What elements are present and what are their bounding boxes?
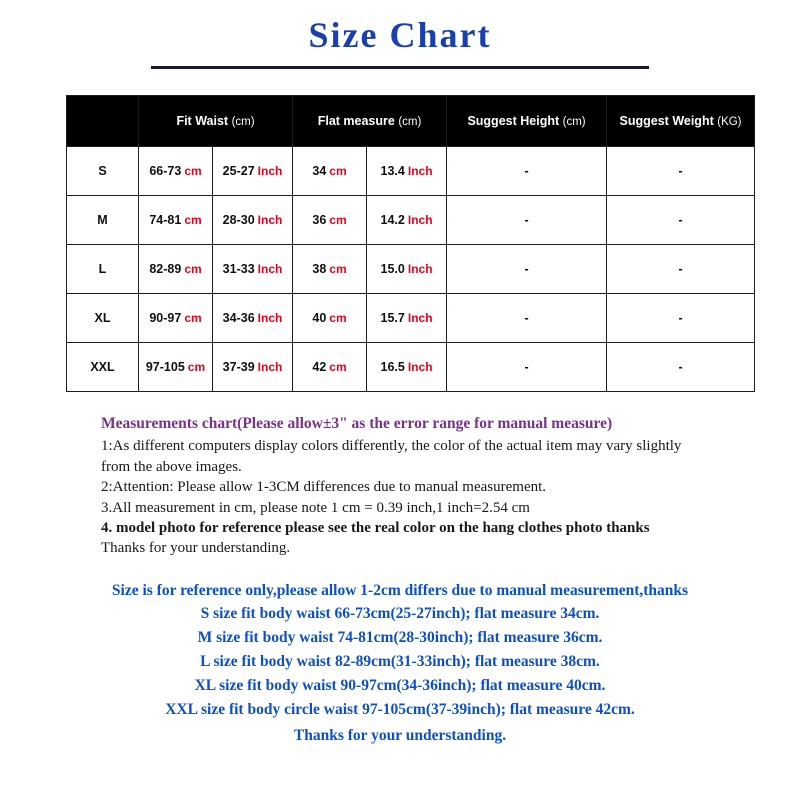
table-row [67,196,755,245]
cell-flat-inch-unit: Inch [407,213,433,227]
cell-flat-inch-value: 16.5 [380,360,405,374]
cell-waist-cm-value: 66-73 [149,164,182,178]
cell-waist-cm [139,294,213,343]
cell-flat-cm-value: 36 [312,213,327,227]
cell-flat-cm [293,196,367,245]
cell-suggest-height: - [447,294,607,343]
cell-suggest-height: - [447,196,607,245]
summary-section [5,579,795,745]
header-flat-measure [293,96,447,147]
cell-flat-inch [367,343,447,392]
table-row [67,245,755,294]
header-size [67,96,139,147]
notes-line-5: Thanks for your understanding. [101,540,291,557]
cell-flat-cm-unit: cm [329,262,347,276]
cell-flat-cm-value: 42 [312,360,327,374]
cell-flat-cm-unit: cm [329,311,347,325]
cell-waist-cm-unit: cm [184,213,202,227]
cell-waist-cm-value: 82-89 [149,262,182,276]
size-table-container [66,95,742,392]
summary-footer: Thanks for your understanding. [293,727,507,745]
cell-flat-inch-value: 15.0 [380,262,405,276]
cell-flat-cm [293,343,367,392]
cell-suggest-weight: - [607,343,755,392]
header-flat-measure-unit: (cm) [398,116,422,128]
cell-size: M [67,196,139,245]
header-fit-waist-unit: (cm) [231,116,255,128]
cell-flat-cm-unit: cm [329,360,347,374]
cell-flat-cm [293,147,367,196]
cell-flat-inch [367,196,447,245]
summary-size-l: L size fit body waist 82-89cm(31-33inch); flat measure 38cm. [200,653,600,671]
cell-suggest-weight: - [607,147,755,196]
table-body [67,147,755,392]
cell-flat-cm-value: 40 [312,311,327,325]
cell-waist-inch [213,294,293,343]
cell-flat-inch [367,147,447,196]
cell-waist-inch-unit: Inch [257,360,283,374]
cell-flat-cm-unit: cm [329,164,347,178]
header-suggest-weight-unit: (KG) [717,116,742,128]
summary-size-s: S size fit body waist 66-73cm(25-27inch); flat measure 34cm. [200,605,600,623]
cell-waist-cm-unit: cm [187,360,206,374]
cell-waist-cm [139,343,213,392]
notes-line-4: 4. model photo for reference please see the real color on the hang clothes photo thanks [101,520,650,537]
cell-waist-inch [213,343,293,392]
header-suggest-height-label: Suggest Height [467,114,560,128]
cell-flat-inch-value: 13.4 [380,164,405,178]
cell-size: XXL [67,343,139,392]
cell-flat-cm-unit: cm [329,213,347,227]
cell-waist-inch-value: 28-30 [222,213,255,227]
page-title: Size Chart [308,15,492,55]
header-suggest-height [447,96,607,147]
cell-waist-inch [213,196,293,245]
summary-size-m: M size fit body waist 74-81cm(28-30inch); flat measure 36cm. [197,629,603,647]
cell-waist-cm-unit: cm [184,311,202,325]
table-head [67,96,755,147]
cell-size: S [67,147,139,196]
notes-section [99,414,701,559]
table-row [67,343,755,392]
notes-line-3: 3.All measurement in cm, please note 1 cm = 0.39 inch,1 inch=2.54 cm [101,499,530,516]
title-section [0,0,800,69]
cell-waist-cm [139,147,213,196]
cell-waist-inch-unit: Inch [257,262,283,276]
header-suggest-height-unit: (cm) [562,116,586,128]
cell-waist-cm-unit: cm [184,164,202,178]
cell-waist-inch-unit: Inch [257,213,283,227]
cell-size: L [67,245,139,294]
header-suggest-weight [607,96,755,147]
cell-flat-inch [367,294,447,343]
cell-flat-cm [293,294,367,343]
notes-line-2: 2:Attention: Please allow 1-3CM differences due to manual measurement. [101,479,547,496]
cell-waist-cm-value: 90-97 [149,311,182,325]
table-row [67,147,755,196]
cell-waist-cm-value: 74-81 [149,213,182,227]
summary-size-xl: XL size fit body waist 90-97cm(34-36inch); flat measure 40cm. [194,677,606,695]
cell-suggest-weight: - [607,294,755,343]
summary-headline: Size is for reference only,please allow 1-2cm differs due to manual measurement,thanks [111,581,689,599]
cell-waist-inch-unit: Inch [257,311,283,325]
cell-waist-inch [213,245,293,294]
cell-flat-inch-unit: Inch [407,311,433,325]
summary-size-xxl: XXL size fit body circle waist 97-105cm(37-39inch); flat measure 42cm. [165,701,635,719]
cell-waist-cm-unit: cm [184,262,202,276]
cell-waist-inch-value: 37-39 [222,360,255,374]
cell-suggest-height: - [447,245,607,294]
header-suggest-weight-label: Suggest Weight [619,114,714,128]
cell-suggest-height: - [447,343,607,392]
cell-flat-inch [367,245,447,294]
cell-waist-cm [139,196,213,245]
cell-waist-cm-value: 97-105 [145,360,185,374]
cell-flat-inch-value: 14.2 [380,213,405,227]
header-fit-waist [139,96,293,147]
table-row [67,294,755,343]
cell-size: XL [67,294,139,343]
cell-waist-inch-value: 31-33 [222,262,255,276]
cell-flat-inch-unit: Inch [407,360,433,374]
cell-waist-inch-unit: Inch [257,164,283,178]
size-table [66,95,755,392]
notes-lead: Measurements chart(Please allow±3" as the error range for manual measure) [101,415,613,432]
cell-waist-cm [139,245,213,294]
header-fit-waist-label: Fit Waist [176,114,229,128]
cell-flat-inch-unit: Inch [407,164,433,178]
cell-flat-cm-value: 38 [312,262,327,276]
header-flat-measure-label: Flat measure [317,114,395,128]
cell-flat-cm-value: 34 [312,164,327,178]
cell-suggest-height: - [447,147,607,196]
cell-flat-inch-unit: Inch [407,262,433,276]
title-divider [151,66,649,69]
cell-flat-cm [293,245,367,294]
notes-line-1: 1:As different computers display colors differently, the color of the actual item may vary slightly from the above images. [101,438,682,475]
cell-suggest-weight: - [607,196,755,245]
cell-waist-inch-value: 25-27 [222,164,255,178]
cell-flat-inch-value: 15.7 [380,311,405,325]
cell-waist-inch-value: 34-36 [222,311,255,325]
cell-suggest-weight: - [607,245,755,294]
table-header-row [67,96,755,147]
cell-waist-inch [213,147,293,196]
